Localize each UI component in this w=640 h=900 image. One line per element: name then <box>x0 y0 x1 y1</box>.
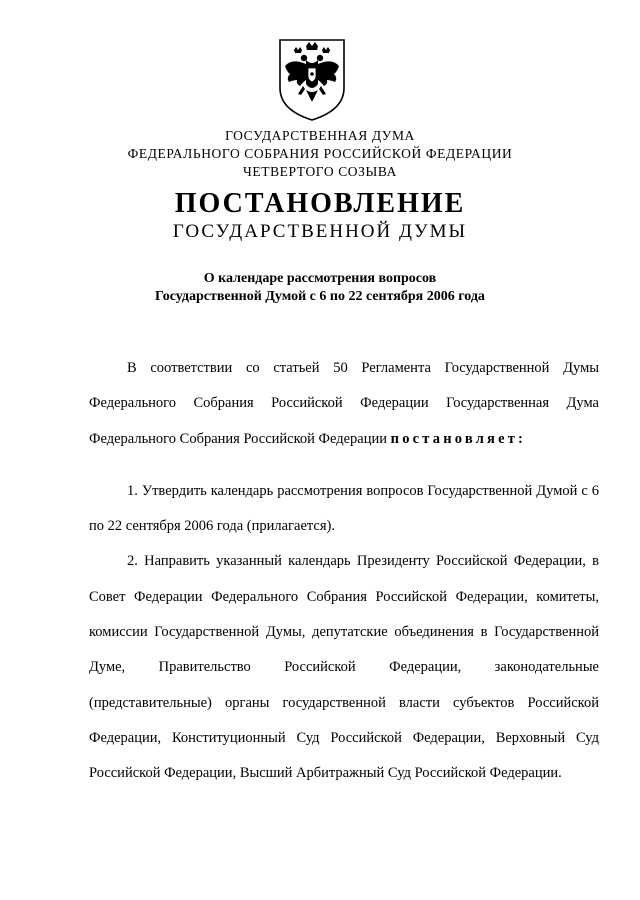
header-line-convocation: ЧЕТВЕРТОГО СОЗЫВА <box>243 164 397 179</box>
subject-line-1: О календаре рассмотрения вопросов <box>203 271 437 286</box>
subject-line-2: Государственной Думой с 6 по 22 сентября 2006 года <box>155 289 485 304</box>
document-body <box>89 351 599 792</box>
resolves-word: постановляет: <box>390 430 527 447</box>
document-subtitle: ГОСУДАРСТВЕННОЙ ДУМЫ <box>172 221 468 242</box>
coat-of-arms-emblem <box>276 36 348 122</box>
document-title: ПОСТАНОВЛЕНИЕ <box>174 188 466 219</box>
preamble-paragraph <box>89 351 599 457</box>
header-line-assembly: ФЕДЕРАЛЬНОГО СОБРАНИЯ РОССИЙСКОЙ ФЕДЕРАЦИИ <box>127 146 513 161</box>
header-line-duma: ГОСУДАРСТВЕННАЯ ДУМА <box>225 128 415 143</box>
preamble-text: В соответствии со статьей 50 Регламента Государственной Думы Федерального Собрания Российской Федерации Государственная Дума Федерального Собрания Российской Федерации <box>89 360 599 447</box>
item-1-paragraph: 1. Утвердить календарь рассмотрения вопросов Государственной Думой с 6 по 22 сентября 2006 года (прилагается). <box>89 482 599 535</box>
item-2-paragraph: 2. Направить указанный календарь Президенту Российской Федерации, в Совет Федерации Федерального Собрания Российской Федерации, комитеты, комиссии Государственной Думы, депутатские объединения в Государственной Думе, Правительство Российской Федерации, законодательные (представительные) органы государственной власти субъектов Российской Федерации, Конституционный Суд Российской Федерации, Верховный Суд Российской Федерации, Высший Арбитражный Суд Российской Федерации. <box>89 553 599 782</box>
